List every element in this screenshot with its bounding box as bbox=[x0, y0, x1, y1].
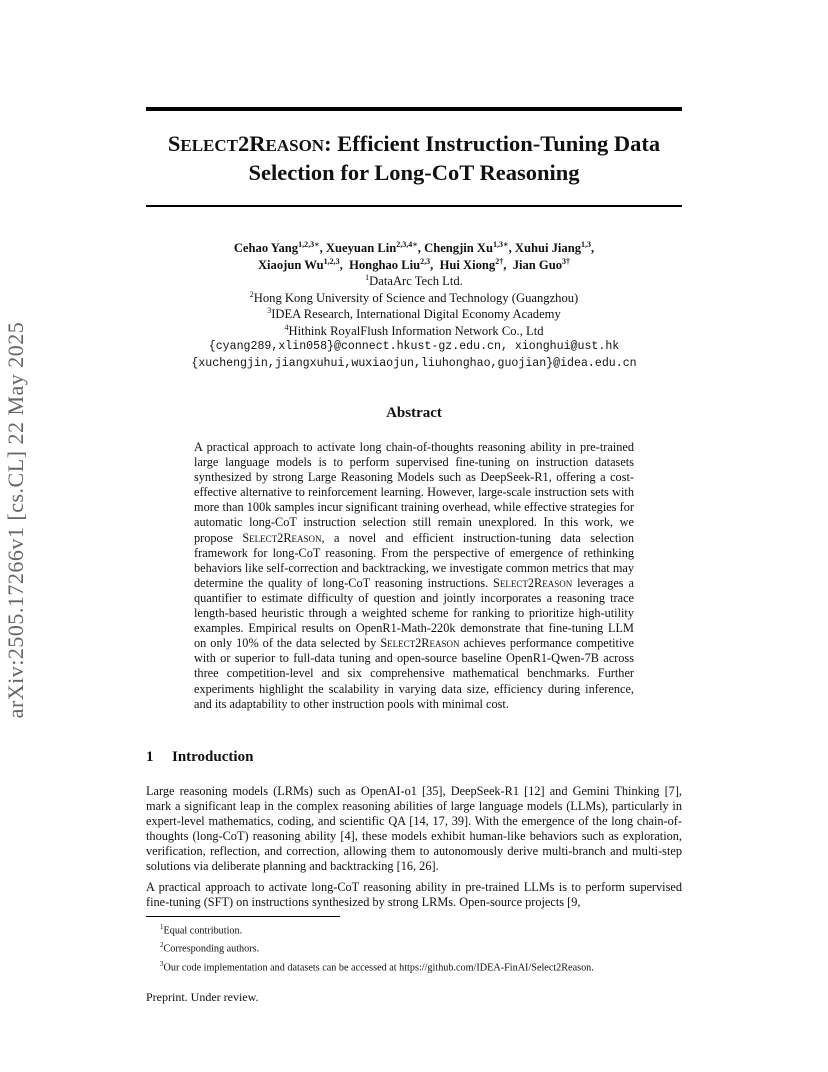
author-name: Xiaojun Wu bbox=[257, 257, 324, 272]
page-footer: Preprint. Under review. bbox=[146, 990, 259, 1004]
title-initial-s: S bbox=[167, 131, 181, 156]
abstract-text: , a novel and efficient instruction-tuning data selection framework for long-CoT reasoning. From the perspective of emergence of rethinking behaviors like self-correction and backtracking, we investigate common metrics that may determine the quality of long-CoT reasoning instructions. bbox=[194, 530, 634, 590]
footnotes bbox=[160, 920, 700, 975]
footnote bbox=[160, 957, 700, 975]
author-affil: 1,3 bbox=[581, 239, 592, 249]
affiliation-text: Hithink RoyalFlush Information Network Co., Ltd bbox=[288, 323, 544, 338]
author-block bbox=[120, 240, 708, 372]
affiliation-mark: 3 bbox=[267, 305, 272, 315]
title-two: 2 bbox=[238, 131, 250, 156]
author-name: Xueyuan Lin bbox=[325, 241, 397, 255]
title-line-1 bbox=[146, 130, 682, 159]
section-number: 1 bbox=[146, 749, 154, 765]
abstract-text: achieves performance competitive with or superior to full-data tuning and open-source baseline OpenR1-Qwen-7B across three competition-level and six comprehensive mathematical benchmarks. Further experiments highlight the scalability in varying data size, efficiency during inference, and its adaptability to other instruction pools with minimal cost. bbox=[194, 636, 634, 711]
author-affil: 1,2,3 bbox=[323, 256, 340, 266]
method-name: Select2Reason bbox=[380, 636, 460, 651]
author-affil: 1,2,3∗ bbox=[298, 239, 320, 249]
abstract-text: leverages a quantifier to estimate difficulty of question and jointly incorporates a reasoning trace length-based heuristic through a weighted scheme for ranking to prioritize high-utility examples. Empirical results on OpenR1-Math-220k demonstrate that fine-tuning LLM on only 10% of the data selected by bbox=[194, 575, 634, 651]
section-heading-introduction bbox=[146, 749, 253, 766]
affiliation bbox=[120, 273, 708, 290]
author-affil: 3† bbox=[562, 256, 571, 266]
affiliation bbox=[120, 290, 708, 307]
abstract-heading: Abstract bbox=[386, 405, 442, 421]
affiliation bbox=[120, 323, 708, 340]
abstract-body bbox=[194, 440, 634, 712]
affiliation-mark: 1 bbox=[365, 272, 370, 282]
paper-title bbox=[146, 130, 682, 186]
method-name: Select2Reason bbox=[493, 575, 573, 590]
footnote-rule bbox=[146, 916, 340, 917]
affiliation-text: DataArc Tech Ltd. bbox=[369, 274, 463, 288]
author-name: Cehao Yang bbox=[233, 241, 299, 255]
affiliation-mark: 2 bbox=[249, 289, 254, 299]
title-top-rule bbox=[146, 107, 682, 111]
author-affil: 2,3 bbox=[420, 256, 431, 266]
author-line-2: Xiaojun Wu$^{1,2,3}$, Honghao Liu$^{2,3}$, Hui Xiong$^{2\dagger}$, Jian Guo$^{3\dagger}$ bbox=[257, 256, 571, 272]
footnote-mark: 1 bbox=[160, 923, 164, 931]
footnote-text: Equal contribution. bbox=[163, 925, 243, 937]
arxiv-identifier: arXiv:2505.17266v1 [cs.CL] 22 May 2025 bbox=[3, 321, 28, 719]
title-line-2: Selection for Long-CoT Reasoning bbox=[248, 160, 580, 185]
affiliation bbox=[120, 306, 708, 323]
abstract-text: A practical approach to activate long chain-of-thoughts reasoning ability in pre-trained large language models is to perform supervised fine-tuning on instruction datasets synthesized by strong Large Reasoning Models such as DeepSeek-R1, offering a cost-effective alternative to reinforcement learning. However, large-scale instruction sets with more than 100k samples incur significant training overhead, while effective strategies for automatic long-CoT instruction selection still remain unexplored. In this work, we propose bbox=[194, 440, 634, 545]
author-name: Honghao Liu bbox=[349, 257, 421, 272]
author-line-1: Cehao Yang$^{1,2,3∗}$, Xueyuan Lin$^{2,3,4∗}$, Chengjin $Xu^{1,3∗}$, Xuhui Jiang$^{1,3}$, bbox=[233, 239, 595, 255]
footnote-mark: 3 bbox=[160, 959, 164, 968]
author-name: Chengjin Xu bbox=[424, 241, 494, 255]
footnote-mark: 2 bbox=[160, 941, 164, 950]
author-affil: 2,3,4∗ bbox=[396, 239, 418, 249]
author-affil: 2† bbox=[495, 256, 504, 266]
author-name: Jian Guo bbox=[512, 257, 563, 272]
author-affil: 1,3∗ bbox=[493, 239, 509, 249]
affiliation-text: Hong Kong University of Science and Technology (Guangzhou) bbox=[253, 290, 579, 305]
affiliation-mark: 4 bbox=[284, 322, 289, 332]
title-initial-r: R bbox=[249, 131, 266, 156]
email-line-1: {cyang289,xlin058}@connect.hkust-gz.edu.cn, xionghui@ust.hk bbox=[208, 340, 620, 353]
footnote bbox=[160, 920, 700, 938]
title-smallcaps-elect: ELECT bbox=[180, 136, 238, 155]
intro-paragraph-1: Large reasoning models (LRMs) such as OpenAI-o1 [35], DeepSeek-R1 [12] and Gemini Thinking [7], mark a significant leap in the complex reasoning abilities of large language models (LLMs), particularly in expert-level mathematics, coding, and scientific QA [14, 17, 39]. With the emergence of the long chain-of-thoughts (long-CoT) reasoning ability [4], these models exhibit human-like behaviors such as exploration, verification, reflection, and correction, allowing them to autonomously derive multi-branch and multi-step solutions via deliberate planning and backtracking [16, 26]. bbox=[146, 784, 682, 874]
title-bottom-rule bbox=[146, 205, 682, 207]
affiliation-text: IDEA Research, International Digital Economy Academy bbox=[271, 307, 561, 321]
section-title: Introduction bbox=[172, 749, 254, 765]
intro-paragraph-2: A practical approach to activate long-CoT reasoning ability in pre-trained LLMs is to perform supervised fine-tuning (SFT) on instructions synthesized by strong LRMs. Open-source projects [9, bbox=[146, 880, 682, 910]
author-name: Xuhui Jiang bbox=[514, 241, 582, 255]
title-rest-line-1: : Efficient Instruction-Tuning Data bbox=[324, 131, 661, 156]
method-name: Select2Reason bbox=[242, 530, 322, 545]
footnote-text: Our code implementation and datasets can be accessed at https://github.com/IDEA-FinAI/Select2Reason. bbox=[163, 962, 594, 974]
title-smallcaps-eason: EASON bbox=[265, 136, 325, 155]
author-name: Hui Xiong bbox=[439, 257, 496, 272]
footnote-text: Corresponding authors. bbox=[163, 943, 260, 955]
footnote bbox=[160, 938, 700, 956]
email-line-2: {xuchengjin,jiangxuhui,wuxiaojun,liuhonghao,guojian}@idea.edu.cn bbox=[191, 356, 637, 370]
